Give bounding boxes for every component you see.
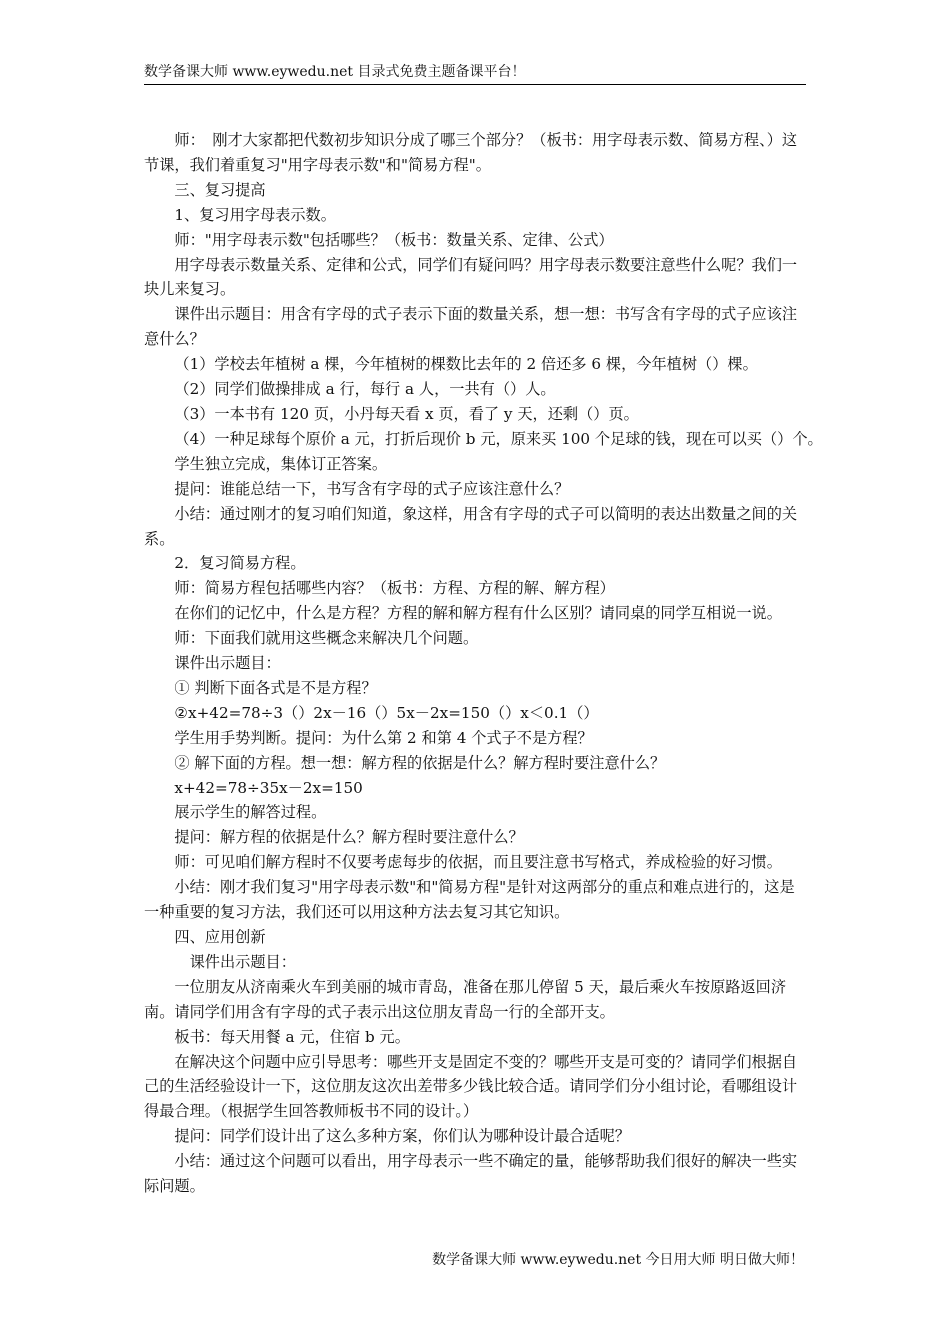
- paragraph: 板书：每天用餐 a 元，住宿 b 元。: [174, 1027, 410, 1046]
- paragraph: 提问：解方程的依据是什么？解方程时要注意什么？: [174, 828, 524, 847]
- paragraph: 一位朋友从济南乘火车到美丽的城市青岛，准备在那儿停留 5 天，最后乘火车按原路返回济南。请同学们用含有字母的式子表示出这位朋友青岛一行的全部开支。: [144, 977, 787, 1021]
- lesson-body: [144, 128, 823, 1199]
- paragraph: 小结：刚才我们复习"用字母表示数"和"简易方程"是针对这两部分的重点和难点进行的，这是一种重要的复习方法，我们还可以用这种方法去复习其它知识。: [144, 878, 795, 922]
- paragraph: 课件出示题目：: [189, 952, 296, 971]
- page-header: 数学备课大师 www.eywedu.net 目录式免费主题备课平台！: [144, 62, 806, 85]
- paragraph: 在解决这个问题中应引导思考：哪些开支是固定不变的？哪些开支是可变的？请同学们根据自己的生活经验设计一下，这位朋友这次出差带多少钱比较合适。请同学们分小组讨论，看哪组设计得最合理。（根据学生回答教师板书不同的设计。）: [144, 1052, 798, 1121]
- paragraph: 学生用手势判断。提问：为什么第 2 和第 4 个式子不是方程？: [174, 728, 593, 747]
- paragraph: 展示学生的解答过程。: [174, 803, 327, 822]
- exercise-item: （4）一种足球每个原价 a 元，打折后现价 b 元，原来买 100 个足球的钱，现在可以买（）个。: [174, 429, 823, 448]
- subsection-heading: 2．复习简易方程。: [174, 554, 306, 573]
- equation-list: ②x+42=78÷3（）2x－16（）5x－2x=150（）x＜0.1（）: [174, 703, 599, 722]
- exercise-item: （3）一本书有 120 页，小丹每天看 x 页，看了 y 天，还剩（）页。: [174, 404, 639, 423]
- subsection-heading: 1、复习用字母表示数。: [174, 205, 336, 224]
- paragraph: 课件出示题目：用含有字母的式子表示下面的数量关系，想一想：书写含有字母的式子应该注意什么？: [144, 305, 798, 349]
- paragraph: 师：可见咱们解方程时不仅要考虑每步的依据，而且要注意书写格式，养成检验的好习惯。: [174, 853, 782, 872]
- paragraph: 师： 刚才大家都把代数初步知识分成了哪三个部分？（板书：用字母表示数、简易方程、）这节课，我们着重复习"用字母表示数"和"简易方程"。: [144, 131, 798, 174]
- paragraph: 提问：同学们设计出了这么多种方案，你们认为哪种设计最合适呢？: [174, 1127, 631, 1146]
- paragraph: 学生独立完成，集体订正答案。: [174, 454, 388, 473]
- paragraph: 师：下面我们就用这些概念来解决几个问题。: [174, 629, 479, 648]
- paragraph: 提问：谁能总结一下，书写含有字母的式子应该注意什么？: [174, 479, 570, 498]
- paragraph: 在你们的记忆中，什么是方程？方程的解和解方程有什么区别？请同桌的同学互相说一说。: [174, 604, 782, 623]
- exercise-item: （2）同学们做操排成 a 行，每行 a 人，一共有（）人。: [174, 380, 556, 399]
- section-heading: 三、复习提高: [174, 180, 266, 199]
- paragraph: 课件出示题目：: [174, 654, 281, 673]
- exercise-item: ① 判断下面各式是不是方程？: [174, 678, 377, 697]
- paragraph: 师：简易方程包括哪些内容？（板书：方程、方程的解、解方程）: [174, 579, 615, 598]
- paragraph: 小结：通过刚才的复习咱们知道，象这样，用含有字母的式子可以简明的表达出数量之间的关系。: [144, 504, 798, 548]
- equation-list: x+42=78÷35x－2x=150: [174, 778, 363, 797]
- page-footer: 数学备课大师 www.eywedu.net 今日用大师 明日做大师！: [432, 1252, 804, 1268]
- exercise-item: ② 解下面的方程。想一想：解方程的依据是什么？解方程时要注意什么？: [174, 753, 666, 772]
- paragraph: 用字母表示数量关系、定律和公式，同学们有疑问吗？用字母表示数要注意些什么呢？我们一块儿来复习。: [144, 255, 798, 299]
- exercise-item: （1）学校去年植树 a 棵，今年植树的棵数比去年的 2 倍还多 6 棵，今年植树（）棵。: [174, 355, 758, 374]
- section-heading: 四、应用创新: [174, 928, 266, 946]
- paragraph: 小结：通过这个问题可以看出，用字母表示一些不确定的量，能够帮助我们很好的解决一些实际问题。: [144, 1152, 798, 1196]
- paragraph: 师："用字母表示数"包括哪些？（板书：数量关系、定律、公式）: [174, 230, 614, 249]
